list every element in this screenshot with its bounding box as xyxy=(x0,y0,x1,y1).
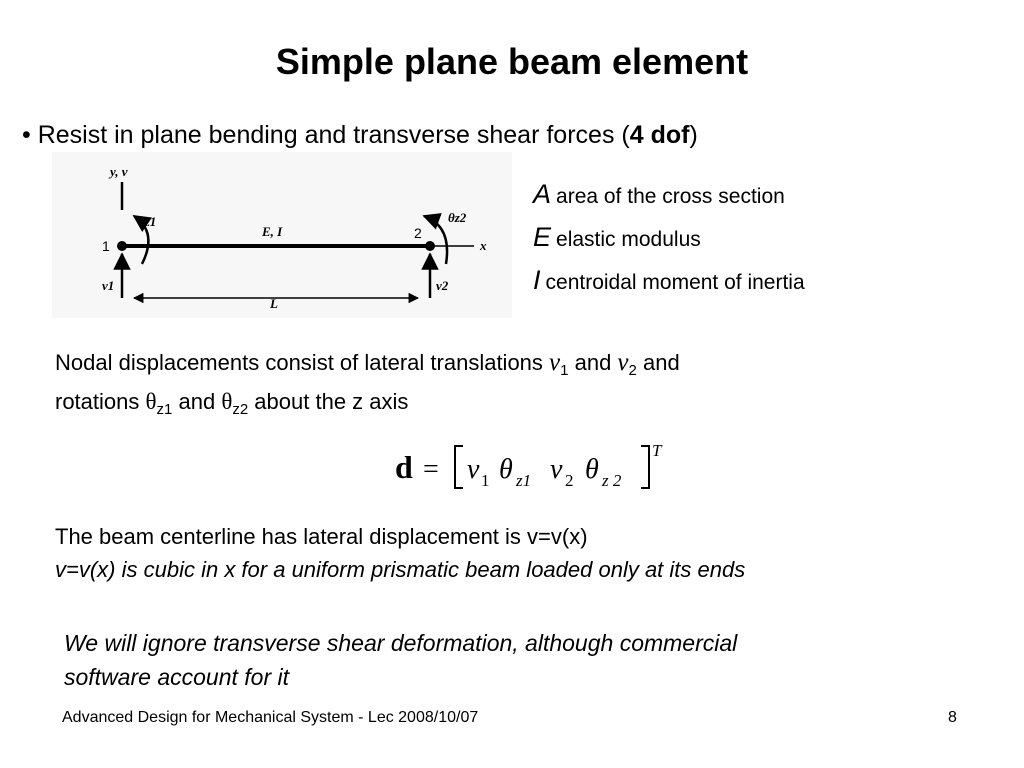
definition-modulus-text: elastic modulus xyxy=(556,228,701,251)
para1-text-b: rotations xyxy=(55,389,146,414)
bullet-marker: • xyxy=(22,121,31,149)
para1-and-1: and xyxy=(568,350,618,375)
symbol-definitions xyxy=(533,174,805,303)
bullet-text: Resist in plane bending and transverse shear forces ( xyxy=(37,121,630,149)
para1-text-a: Nodal displacements consist of lateral translations xyxy=(55,350,550,375)
definition-area-text: area of the cross section xyxy=(556,185,785,208)
symbol-E: E xyxy=(533,222,552,252)
node-2 xyxy=(425,241,435,251)
theta-symbol: θ xyxy=(221,389,233,414)
definition-inertia-text: centroidal moment of inertia xyxy=(545,271,805,294)
bullet-point xyxy=(22,118,698,152)
para3-line1: We will ignore transverse shear deformation, although commercial xyxy=(64,630,738,656)
y-axis-label: y, v xyxy=(110,164,128,179)
nodal-displacements-paragraph xyxy=(55,343,680,421)
theta-symbol: θ xyxy=(145,389,157,414)
v-symbol: v xyxy=(549,349,561,376)
bullet-close: ) xyxy=(689,121,698,149)
eq-theta1: θ xyxy=(499,454,513,485)
ei-label: E, I xyxy=(262,224,283,239)
node-1 xyxy=(117,241,127,251)
para1-and-2: and xyxy=(636,350,680,375)
eq-v2: v xyxy=(550,454,563,485)
eq-v1: v xyxy=(467,454,480,485)
eq-theta2: θ xyxy=(585,454,599,485)
definition-area xyxy=(533,174,805,217)
eq-sub-1: 1 xyxy=(481,471,490,490)
sub-1: 1 xyxy=(560,362,569,379)
bullet-dof: 4 dof xyxy=(629,121,690,149)
beam-diagram xyxy=(52,152,512,318)
centerline-paragraph xyxy=(55,520,745,586)
sub-2: 2 xyxy=(628,362,637,379)
v-symbol: v xyxy=(617,349,629,376)
para1-line1 xyxy=(55,343,680,382)
para3-line2: software account for it xyxy=(64,664,289,690)
node-1-label: 1 xyxy=(102,238,110,254)
para1-and-3: and xyxy=(172,389,222,414)
definition-modulus xyxy=(533,217,805,260)
theta-z1-label: θz1 xyxy=(138,214,157,229)
symbol-I: I xyxy=(533,265,541,295)
sub-z1: z1 xyxy=(156,401,173,418)
sub-z2: z2 xyxy=(232,401,249,418)
slide-title: Simple plane beam element xyxy=(275,41,749,82)
theta-z2-label: θz2 xyxy=(448,210,467,225)
displacement-vector-equation xyxy=(395,436,675,496)
definition-inertia xyxy=(533,260,805,303)
v2-label: v2 xyxy=(436,278,449,293)
eq-equals: = xyxy=(423,454,439,485)
eq-sub-z2: z 2 xyxy=(602,471,622,490)
x-axis-label: x xyxy=(480,238,487,253)
slide-footer: Advanced Design for Mechanical System - Lec 2008/10/07 xyxy=(62,709,479,726)
shear-deformation-note xyxy=(64,626,737,694)
node-2-label: 2 xyxy=(414,225,422,241)
eq-right-bracket xyxy=(641,446,649,488)
para2-line2: v=v(x) is cubic in x for a uniform prismatic beam loaded only at its ends xyxy=(55,557,746,582)
eq-sub-2: 2 xyxy=(565,471,574,490)
eq-lhs: d xyxy=(395,449,413,485)
eq-sub-z1: z1 xyxy=(516,471,532,490)
length-label: L xyxy=(270,296,278,311)
eq-transpose: T xyxy=(652,441,662,460)
para2-line1: The beam centerline has lateral displacement is v=v(x) xyxy=(55,524,588,549)
symbol-A: A xyxy=(533,179,552,209)
page-number: 8 xyxy=(948,709,957,726)
para1-text-c: about the z axis xyxy=(248,389,409,414)
eq-left-bracket xyxy=(455,446,463,488)
para1-line2 xyxy=(55,382,680,421)
v1-label: v1 xyxy=(102,278,115,293)
